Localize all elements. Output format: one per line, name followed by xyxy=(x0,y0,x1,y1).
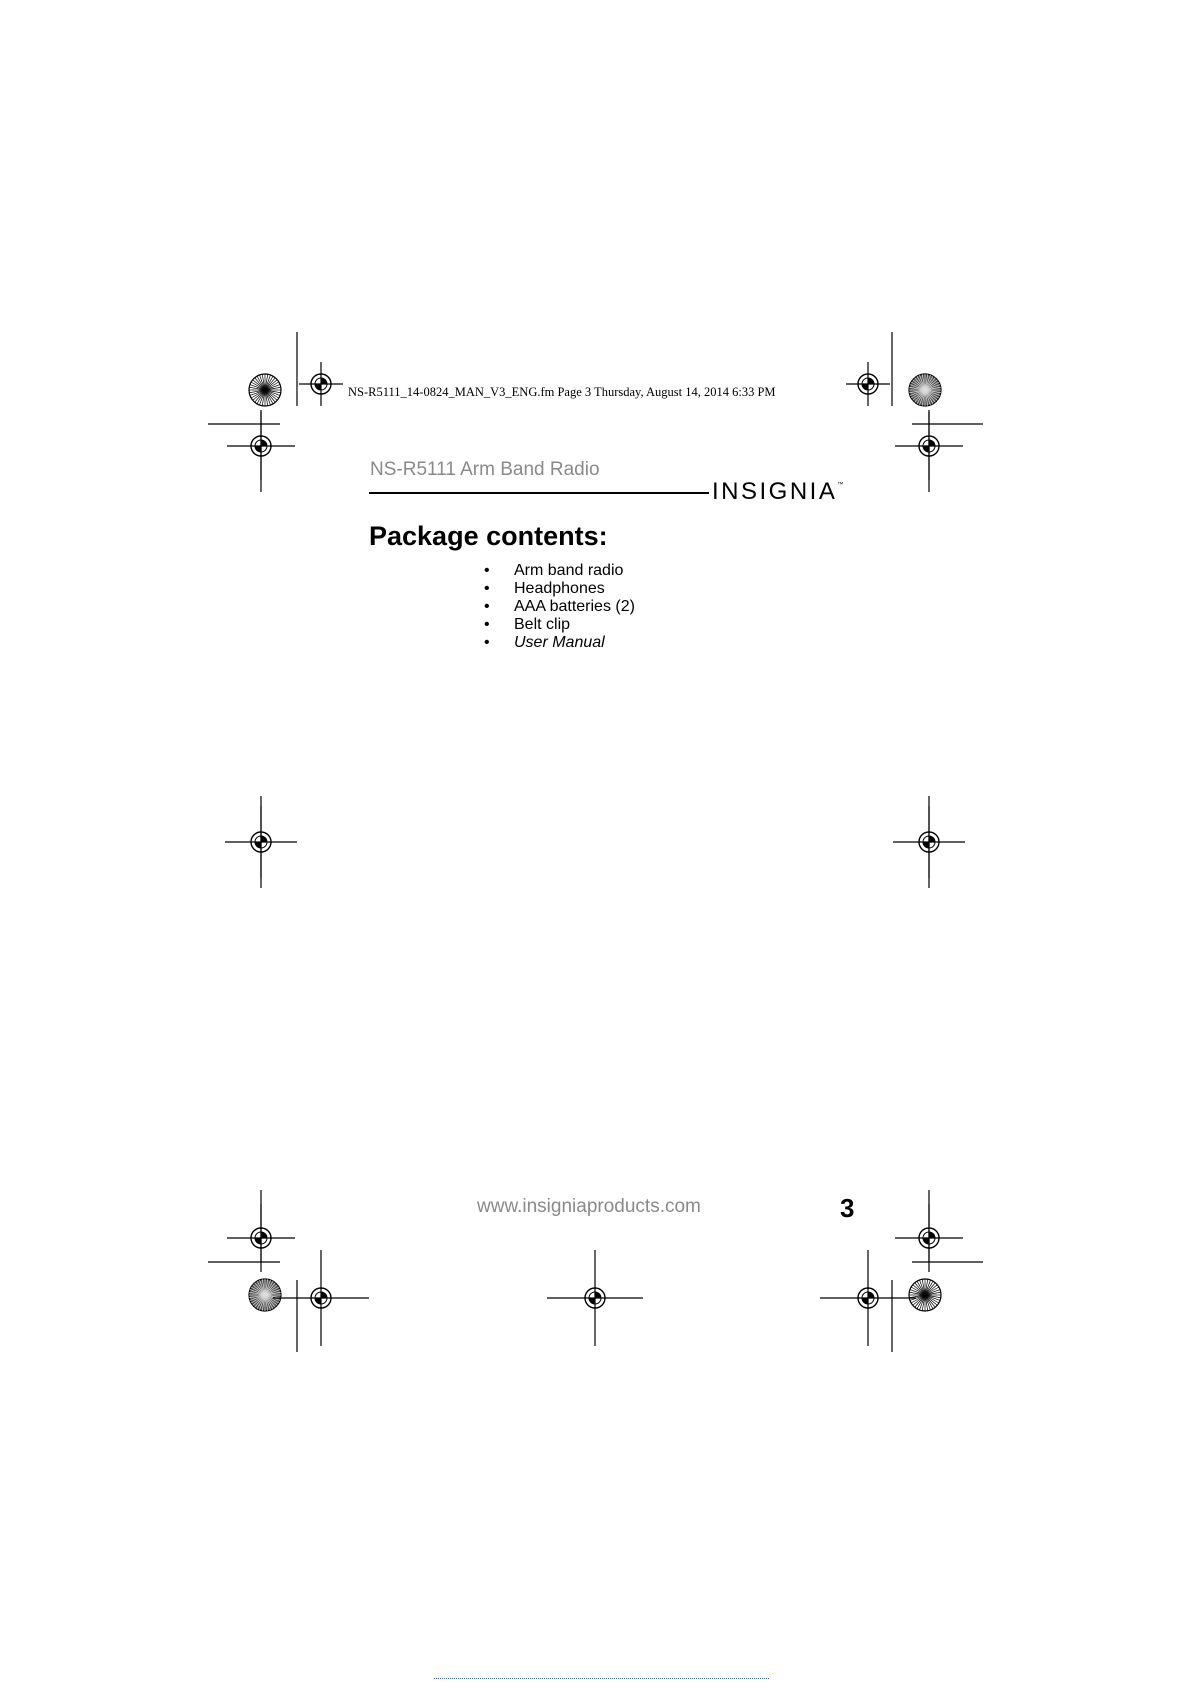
trademark-symbol: ™ xyxy=(837,482,844,488)
bullet-icon: • xyxy=(484,634,490,651)
list-item-text: Headphones xyxy=(514,580,605,597)
color-bar-icon xyxy=(249,1279,281,1311)
registration-mark-icon xyxy=(846,362,890,406)
bullet-icon: • xyxy=(484,616,490,633)
color-bar-icon xyxy=(249,374,281,406)
list-item-text: Arm band radio xyxy=(514,562,624,579)
bullet-icon: • xyxy=(484,580,490,597)
list-item xyxy=(484,580,635,598)
registration-mark-icon xyxy=(273,1250,369,1346)
color-bar-icon xyxy=(909,374,941,406)
list-item-text: User Manual xyxy=(514,634,605,651)
section-heading: Package contents: xyxy=(369,521,608,551)
brand-logo-text: INSIGNIA xyxy=(712,478,838,505)
color-bar-icon xyxy=(909,1279,941,1311)
registration-mark-icon xyxy=(547,1250,643,1346)
footer-url: www.insigniaproducts.com xyxy=(477,1196,701,1217)
list-item-text: Belt clip xyxy=(514,616,571,633)
package-contents-list xyxy=(484,562,635,652)
product-title: NS-R5111 Arm Band Radio xyxy=(370,459,600,480)
list-item xyxy=(484,562,635,580)
list-item-text: AAA batteries (2) xyxy=(514,598,635,615)
page-number: 3 xyxy=(840,1193,855,1223)
header-rule xyxy=(369,492,709,494)
brand-logo xyxy=(712,478,843,506)
bullet-icon: • xyxy=(484,598,490,615)
bullet-icon: • xyxy=(484,562,490,579)
list-item xyxy=(484,616,635,634)
registration-mark-icon xyxy=(820,1250,916,1346)
page-link-underline xyxy=(434,1678,769,1679)
registration-mark-icon xyxy=(299,362,343,406)
slug-line: NS-R5111_14-0824_MAN_V3_ENG.fm Page 3 Thursday, August 14, 2014 6:33 PM xyxy=(348,385,776,399)
list-item xyxy=(484,634,635,652)
list-item xyxy=(484,598,635,616)
